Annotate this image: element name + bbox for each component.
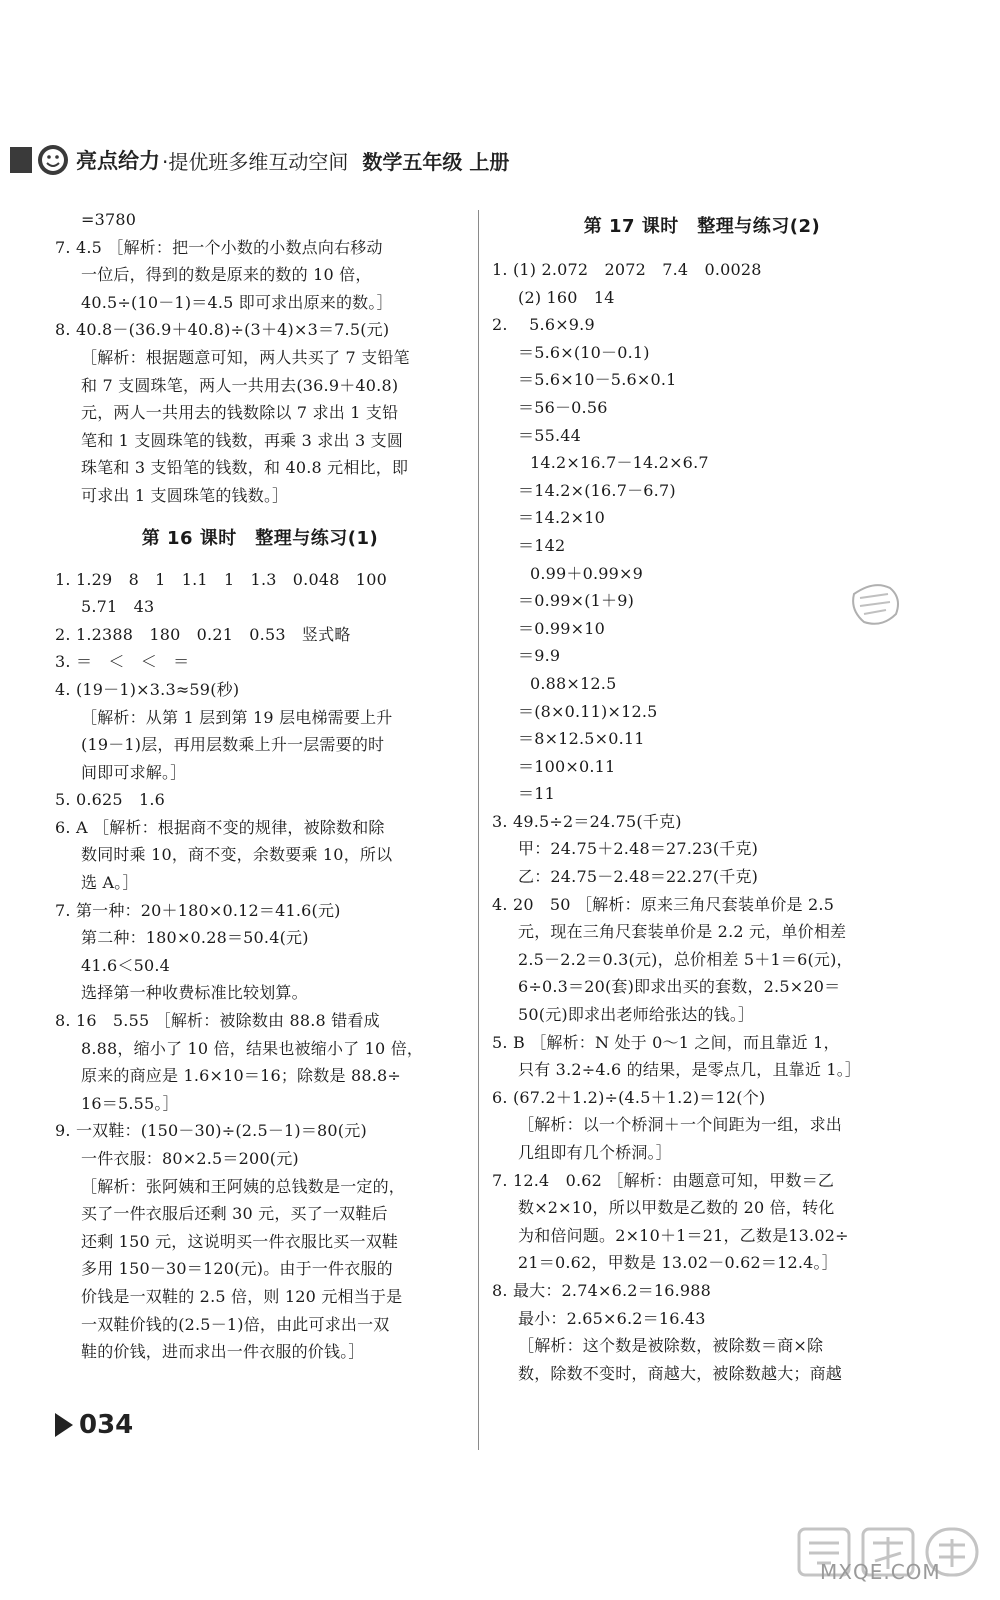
- answer-line: 0.99＋0.99×9: [530, 563, 644, 583]
- answer-line: ＝0.99×(1＋9): [518, 591, 635, 611]
- lesson-17-answers: [492, 256, 912, 1387]
- answer-line: ＝5.6×(10－0.1): [518, 342, 650, 362]
- page-footer: [55, 1410, 133, 1440]
- answer-line: 只有 3.2÷4.6 的结果，是零点几，且靠近 1。］: [518, 1060, 862, 1080]
- answer-line: 41.6＜50.4: [81, 955, 171, 975]
- answer-line: 8. 16 5.55 ［解析：被除数由 88.8 错看成: [55, 1011, 380, 1031]
- answer-line: (2) 160 14: [518, 287, 615, 307]
- lesson-16-answers: [55, 566, 465, 1366]
- answer-line: 数×2×10，所以甲数是乙数的 20 倍，转化: [518, 1198, 835, 1218]
- answer-line: 2.5－2.2＝0.3(元)，总价相差 5＋1＝6(元)，: [518, 949, 853, 969]
- answer-line: 1. (1) 2.072 2072 7.4 0.0028: [492, 260, 762, 279]
- answer-line: ＝14.2×10: [518, 508, 605, 528]
- play-arrow-icon: [55, 1413, 73, 1437]
- answer-line: 5. B ［解析：N 处于 0～1 之间，而且靠近 1，: [492, 1032, 840, 1052]
- answer-line: 元，现在三角尺套装单价是 2.2 元，单价相差: [518, 922, 847, 942]
- answer-line: 可求出 1 支圆珠笔的钱数。］: [81, 485, 289, 505]
- answer-line: 50(元)即求出老师给张达的钱。］: [518, 1005, 755, 1025]
- brand-title: 亮点给力: [76, 149, 160, 173]
- answer-line: ＝56－0.56: [518, 397, 608, 417]
- watermark-text: MXQE.COM: [820, 1560, 941, 1584]
- answer-line: 甲：24.75＋2.48＝27.23(千克): [518, 839, 759, 859]
- answer-line: ［解析：根据题意可知，两人共买了 7 支铅笔: [81, 347, 410, 367]
- answer-line: ＝142: [518, 535, 566, 555]
- answer-line: ［解析：这个数是被除数，被除数＝商×除: [518, 1336, 824, 1356]
- answer-line: 买了一件衣服后还剩 30 元，买了一双鞋后: [81, 1204, 388, 1224]
- lesson-17-title: 第 17 课时 整理与练习(2): [583, 216, 821, 237]
- answer-line: 14.2×16.7－14.2×6.7: [530, 453, 709, 473]
- answer-line: 3. ＝ ＜ ＜ ＝: [55, 652, 190, 672]
- lightbulb-smile-icon: [36, 143, 70, 177]
- answer-line: 6. (67.2＋1.2)÷(4.5＋1.2)＝12(个): [492, 1087, 766, 1107]
- answer-line: 一双鞋价钱的(2.5－1)倍，由此可求出一双: [81, 1314, 390, 1334]
- book-title: 数学五年级 上册: [362, 149, 510, 174]
- answer-line: ＝(8×0.11)×12.5: [518, 701, 658, 721]
- answer-line: 2. 5.6×9.9: [492, 315, 595, 335]
- answer-line: 多用 150－30＝120(元)。由于一件衣服的: [81, 1259, 393, 1279]
- answer-line: 6. A ［解析：根据商不变的规律，被除数和除: [55, 817, 385, 837]
- answer-line: 8.88，缩小了 10 倍，结果也被缩小了 10 倍，: [81, 1038, 424, 1058]
- answer-line: 和 7 支圆珠笔，两人一共用去(36.9＋40.8): [81, 375, 399, 395]
- answer-line: ＝14.2×(16.7－6.7): [518, 480, 676, 500]
- answer-line: 数同时乘 10，商不变，余数要乘 10，所以: [81, 845, 393, 865]
- header-bar-block: [10, 147, 32, 173]
- answer-line: 原来的商应是 1.6×10＝16；除数是 88.8÷: [81, 1066, 401, 1086]
- answer-line: 7. 4.5 ［解析：把一个小数的小数点向右移动: [55, 237, 383, 257]
- answer-line: =3780: [81, 210, 137, 229]
- answer-line: 几组即有几个桥洞。］: [518, 1143, 673, 1162]
- answer-line: 2. 1.2388 180 0.21 0.53 竖式略: [55, 624, 351, 644]
- answer-line: 珠笔和 3 支铅笔的钱数，和 40.8 元相比，即: [81, 458, 409, 478]
- answer-line: ＝8×12.5×0.11: [518, 729, 645, 749]
- answer-line: 9. 一双鞋：(150－30)÷(2.5－1)＝80(元): [55, 1121, 367, 1141]
- answer-line: 为和倍问题。2×10＋1＝21，乙数是13.02÷: [518, 1225, 849, 1245]
- answer-line: 16＝5.55。］: [81, 1093, 179, 1113]
- answer-line: 3. 49.5÷2＝24.75(千克): [492, 811, 682, 831]
- answer-line: 价钱是一双鞋的 2.5 倍，则 120 元相当于是: [81, 1286, 403, 1306]
- answer-line: ［解析：张阿姨和王阿姨的总钱数是一定的，: [81, 1176, 406, 1196]
- answer-line: 一件衣服：80×2.5＝200(元): [81, 1149, 299, 1168]
- answer-line: 第二种：180×0.28＝50.4(元): [81, 928, 309, 948]
- answer-line: 一位后，得到的数是原来的数的 10 倍，: [81, 265, 372, 285]
- left-column: [55, 206, 465, 1366]
- answer-line: 6÷0.3＝20(套)即求出买的套数，2.5×20＝: [518, 977, 841, 997]
- right-column: [492, 206, 912, 1387]
- answer-line: 0.88×12.5: [530, 673, 617, 693]
- answer-line: 8. 最大：2.74×6.2＝16.988: [492, 1280, 712, 1300]
- answer-line: 最小：2.65×6.2＝16.43: [518, 1308, 706, 1328]
- brand-subtitle: ·提优班多维互动空间: [162, 149, 349, 174]
- answer-line: 7. 第一种：20＋180×0.12＝41.6(元): [55, 900, 341, 920]
- answer-line: 乙：24.75－2.48＝22.27(千克): [518, 867, 759, 887]
- answer-line: 鞋的价钱，进而求出一件衣服的价钱。］: [81, 1342, 365, 1362]
- answer-line: ＝9.9: [518, 646, 561, 666]
- answer-line: 8. 40.8－(36.9＋40.8)÷(3＋4)×3＝7.5(元): [55, 320, 390, 340]
- answer-line: 7. 12.4 0.62 ［解析：由题意可知，甲数＝乙: [492, 1170, 835, 1190]
- answer-line: ［解析：从第 1 层到第 19 层电梯需要上升: [81, 707, 393, 727]
- answer-line: ＝100×0.11: [518, 756, 616, 776]
- column-divider: [478, 210, 479, 1450]
- answer-line: 选择第一种收费标准比较划算。: [81, 983, 308, 1003]
- answer-line: 1. 1.29 8 1 1.1 1 1.3 0.048 100: [55, 569, 387, 589]
- answer-line: ＝5.6×10－5.6×0.1: [518, 370, 677, 390]
- answer-line: 40.5÷(10－1)＝4.5 即可求出原来的数。］: [81, 292, 393, 312]
- answer-line: 5.71 43: [81, 597, 155, 617]
- answer-line: 笔和 1 支圆珠笔的钱数，再乘 3 求出 3 支圆: [81, 430, 404, 450]
- answer-line: ［解析：以一个桥洞＋一个间距为一组，求出: [518, 1115, 843, 1135]
- answer-line: 还剩 150 元，这说明买一件衣服比买一双鞋: [81, 1231, 399, 1251]
- answer-line: 4. (19－1)×3.3≈59(秒): [55, 679, 240, 699]
- answer-line: 数，除数不变时，商越大，被除数越大；商越: [518, 1363, 843, 1383]
- page-number: 034: [79, 1410, 134, 1440]
- answer-line: ＝11: [518, 784, 555, 804]
- answer-line: 间即可求解。］: [81, 762, 187, 782]
- answer-line: 选 A。］: [81, 873, 139, 893]
- answer-line: 4. 20 50 ［解析：原来三角尺套装单价是 2.5: [492, 894, 835, 914]
- lesson-16-title: 第 16 课时 整理与练习(1): [141, 527, 379, 549]
- answer-line: (19－1)层，再用层数乘上升一层需要的时: [81, 735, 385, 755]
- page-header: [10, 140, 770, 180]
- answer-line: 21＝0.62，甲数是 13.02－0.62＝12.4。］: [518, 1253, 838, 1273]
- answer-line: ＝0.99×10: [518, 618, 605, 638]
- answer-line: ＝55.44: [518, 425, 582, 445]
- answer-line: 5. 0.625 1.6: [55, 790, 166, 810]
- answer-line: 元，两人一共用去的钱数除以 7 求出 1 支铅: [81, 403, 399, 423]
- lesson-15-answers-tail: [55, 206, 465, 510]
- stamp-icon: [848, 580, 902, 628]
